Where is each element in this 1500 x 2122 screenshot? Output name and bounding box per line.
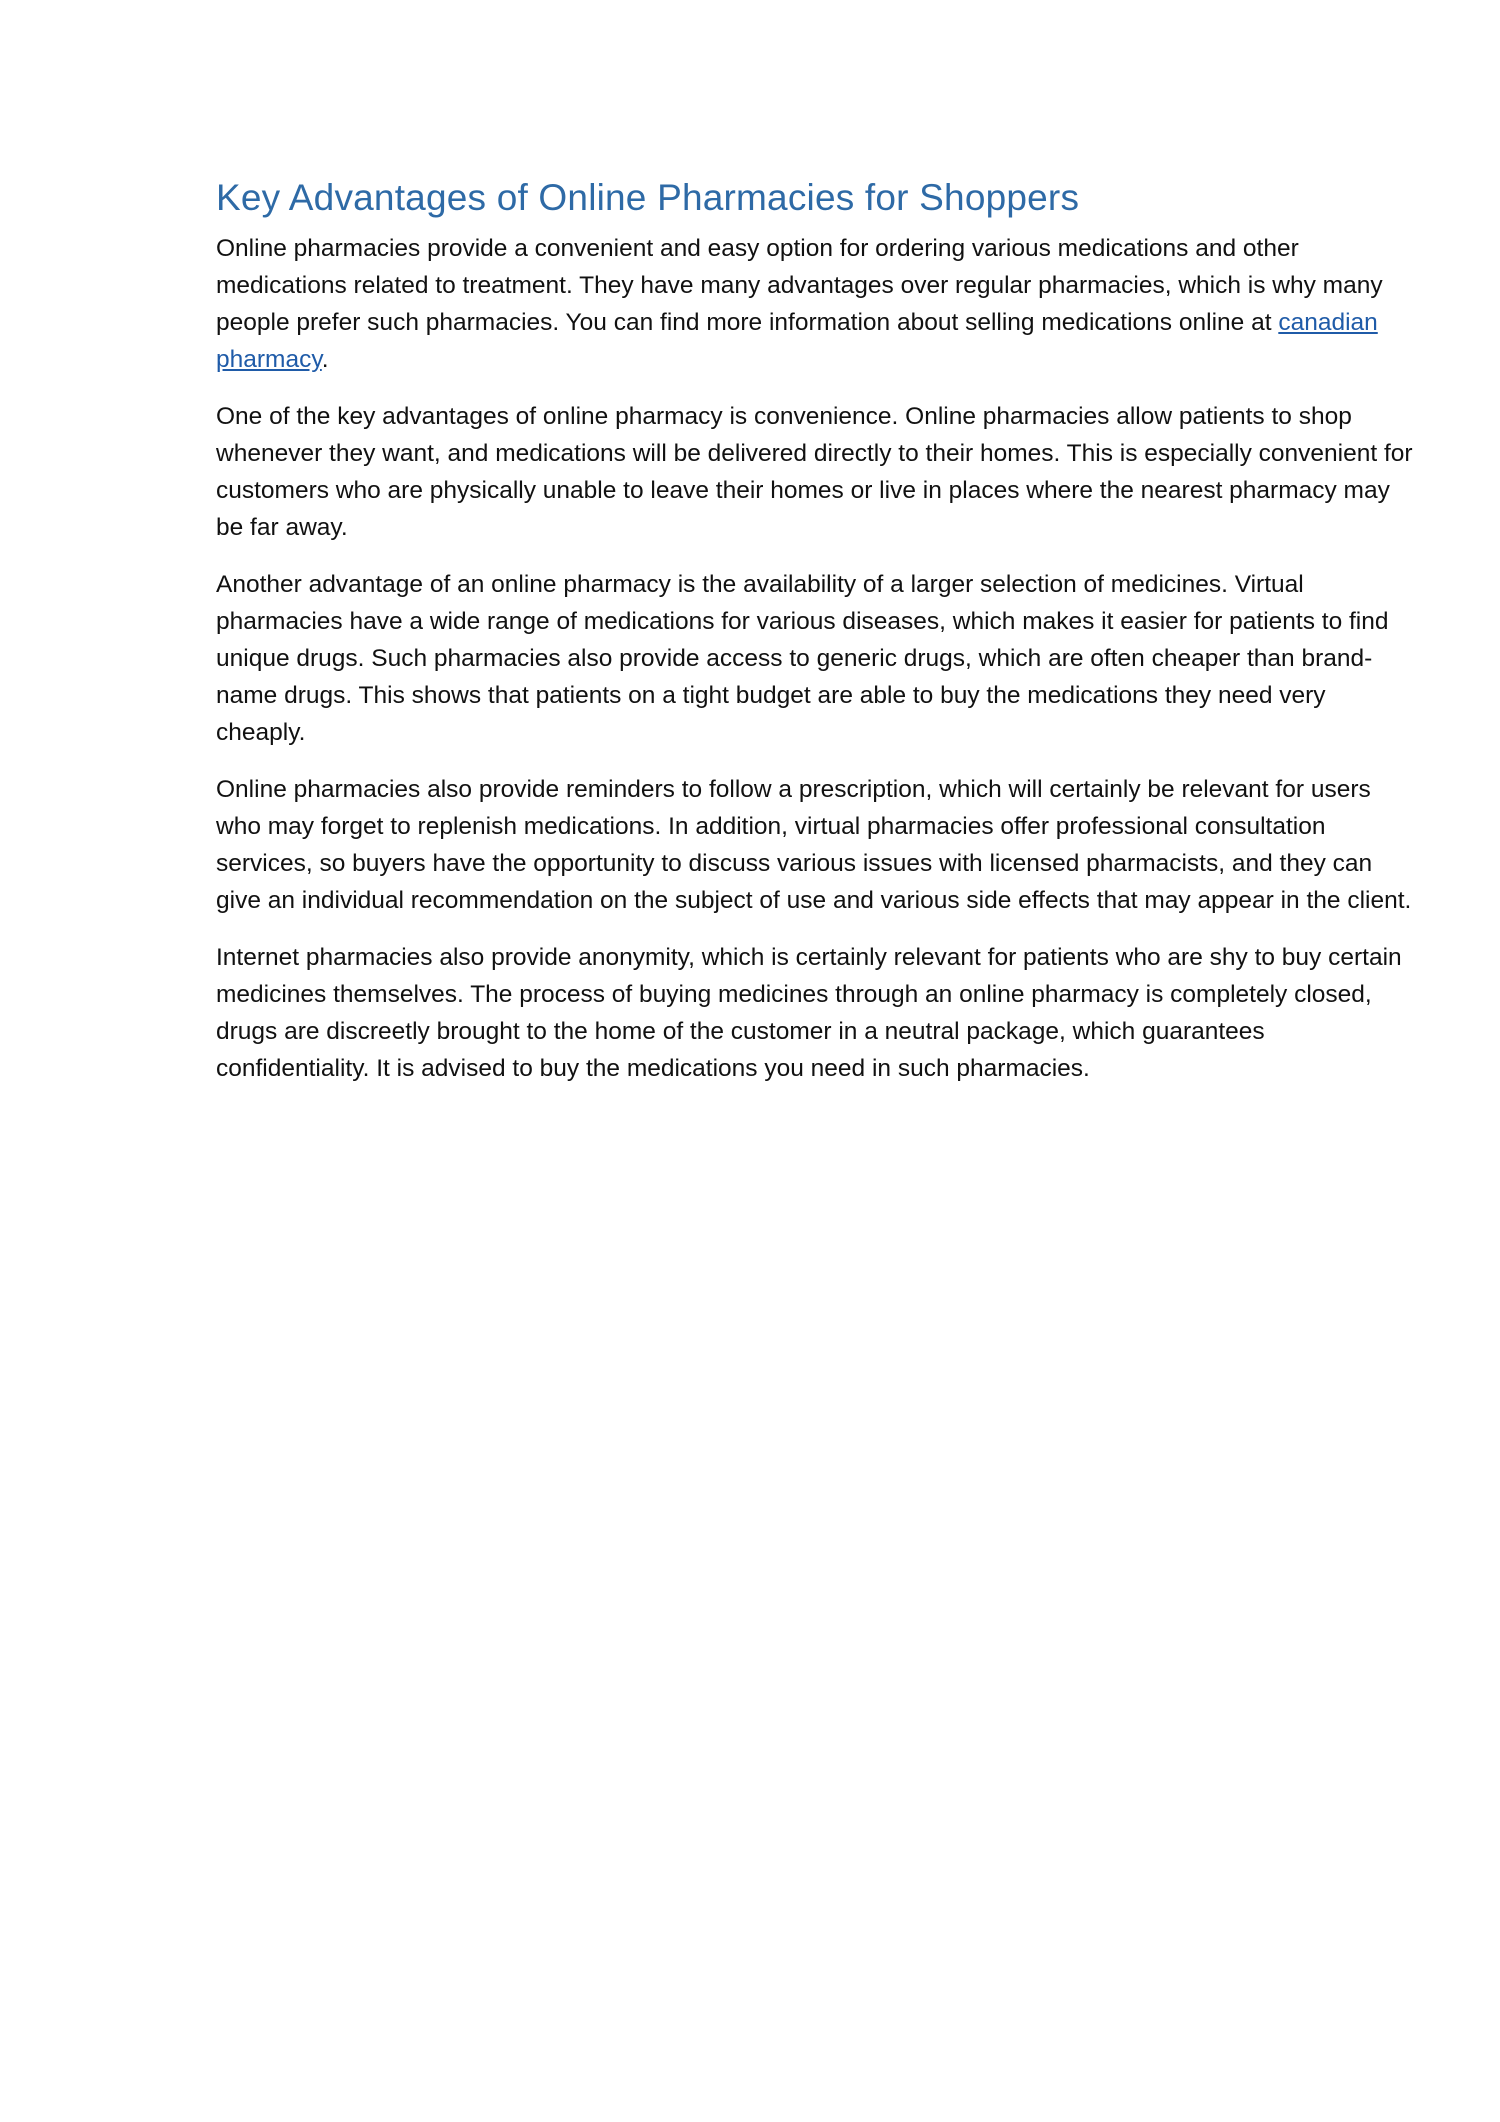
canadian-pharmacy-link[interactable]: canadian pharmacy	[216, 309, 1378, 373]
paragraph-intro-end: .	[321, 346, 329, 373]
document-body	[216, 172, 1416, 1107]
paragraph-selection: Another advantage of an online pharmacy is the availability of a larger selection of medicines. Virtual pharmacies have a wide range of medications for various diseases, which makes it easier for patients to find unique drugs. Such pharmacies also provide access to generic drugs, which are often cheaper than brand-name drugs. This shows that patients on a tight budget are able to buy the medications they need very cheaply.	[216, 571, 1389, 746]
paragraph-convenience: One of the key advantages of online pharmacy is convenience. Online pharmacies allow patients to shop whenever they want, and medications will be delivered directly to their homes. This is especially convenient for customers who are physically unable to leave their homes or live in places where the nearest pharmacy may be far away.	[216, 403, 1413, 541]
paragraph-reminders: Online pharmacies also provide reminders to follow a prescription, which will certainly be relevant for users who may forget to replenish medications. In addition, virtual pharmacies offer professional consultation services, so buyers have the opportunity to discuss various issues with licensed pharmacists, and they can give an individual recommendation on the subject of use and various side effects that may appear in the client.	[216, 776, 1412, 914]
paragraph-intro-text: Online pharmacies provide a convenient and easy option for ordering various medications and other medications related to treatment. They have many advantages over regular pharmacies, which is why many people prefer such pharmacies. You can find more information about selling medications online at	[216, 235, 1383, 336]
paragraph-anonymity: Internet pharmacies also provide anonymity, which is certainly relevant for patients who are shy to buy certain medicines themselves. The process of buying medicines through an online pharmacy is completely closed, drugs are discreetly brought to the home of the customer in a neutral package, which guarantees confidentiality. It is advised to buy the medications you need in such pharmacies.	[216, 944, 1402, 1082]
document-title: Key Advantages of Online Pharmacies for Shoppers	[216, 177, 1080, 218]
paragraph-intro	[216, 230, 1416, 378]
